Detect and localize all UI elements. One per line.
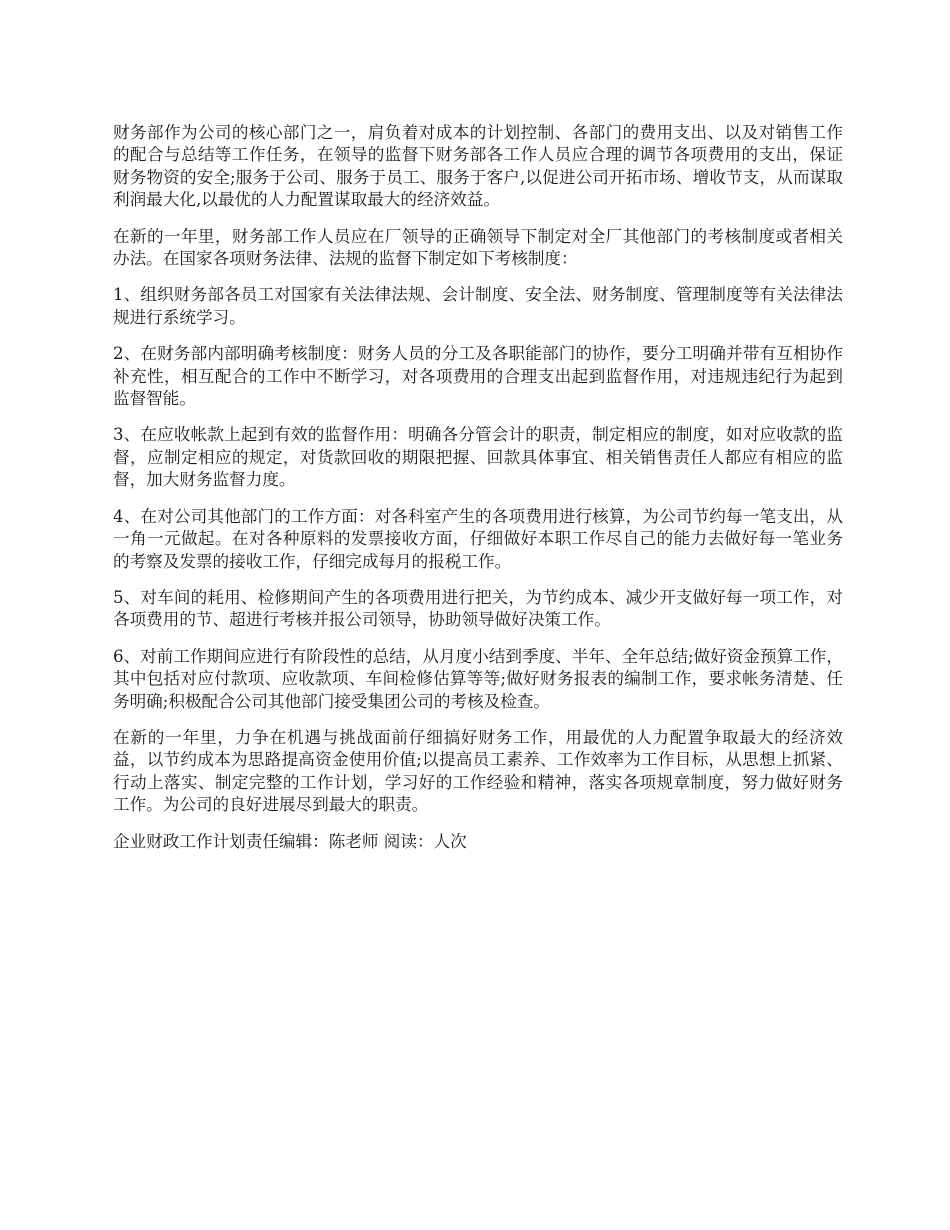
document-body bbox=[113, 122, 843, 867]
editor-footer: 企业财政工作计划责任编辑：陈老师 阅读：人次 bbox=[113, 831, 467, 851]
paragraph-intro: 财务部作为公司的核心部门之一，肩负着对成本的计划控制、各部门的费用支出、以及对销售工作的配合与总结等工作任务，在领导的监督下财务部各工作人员应合理的调节各项费用的支出，保证财务物资的安全;服务于公司、服务于员工、服务于客户,以促进公司开拓市场、增收节支，从而谋取利润最大化,以最优的人力配置谋取最大的经济效益。 bbox=[113, 123, 843, 210]
paragraph-conclusion: 在新的一年里，力争在机遇与挑战面前仔细搞好财务工作，用最优的人力配置争取最大的经济效益，以节约成本为思路提高资金使用价值;以提高员工素养、工作效率为工作目标，从思想上抓紧、行动上落实、制定完整的工作计划，学习好的工作经验和精神，落实各项规章制度，努力做好财务工作。为公司的良好进展尽到最大的职责。 bbox=[113, 727, 843, 815]
paragraph-new-year: 在新的一年里，财务部工作人员应在厂领导的正确领导下制定对全厂其他部门的考核制度或者相关办法。在国家各项财务法律、法规的监督下制定如下考核制度： bbox=[113, 226, 843, 269]
paragraph-item-5: 5、对车间的耗用、检修期间产生的各项费用进行把关，为节约成本、减少开支做好每一项工作，对各项费用的节、超进行考核并报公司领导，协助领导做好决策工作。 bbox=[113, 587, 843, 630]
paragraph-item-1: 1、组织财务部各员工对国家有关法律法规、会计制度、安全法、财务制度、管理制度等有关法律法规进行系统学习。 bbox=[113, 285, 843, 327]
paragraph-item-4: 4、在对公司其他部门的工作方面：对各科室产生的各项费用进行核算，为公司节约每一笔支出，从一角一元做起。在对各种原料的发票接收方面，仔细做好本职工作尽自己的能力去做好每一笔业务的考察及发票的接收工作，仔细完成每月的报税工作。 bbox=[113, 506, 843, 571]
paragraph-item-2: 2、在财务部内部明确考核制度：财务人员的分工及各职能部门的协作，要分工明确并带有互相协作补充性，相互配合的工作中不断学习，对各项费用的合理支出起到监督作用，对违规违纪行为起到监督智能。 bbox=[113, 344, 843, 409]
paragraph-item-3: 3、在应收帐款上起到有效的监督作用：明确各分管会计的职责，制定相应的制度，如对应收款的监督，应制定相应的规定，对货款回收的期限把握、回款具体事宜、相关销售责任人都应有相应的监督，加大财务监督力度。 bbox=[113, 425, 843, 490]
paragraph-item-6: 6、对前工作期间应进行有阶段性的总结，从月度小结到季度、半年、全年总结;做好资金预算工作，其中包括对应付款项、应收款项、车间检修估算等等;做好财务报表的编制工作，要求帐务清楚、任务明确;积极配合公司其他部门接受集团公司的考核及检查。 bbox=[113, 646, 843, 711]
